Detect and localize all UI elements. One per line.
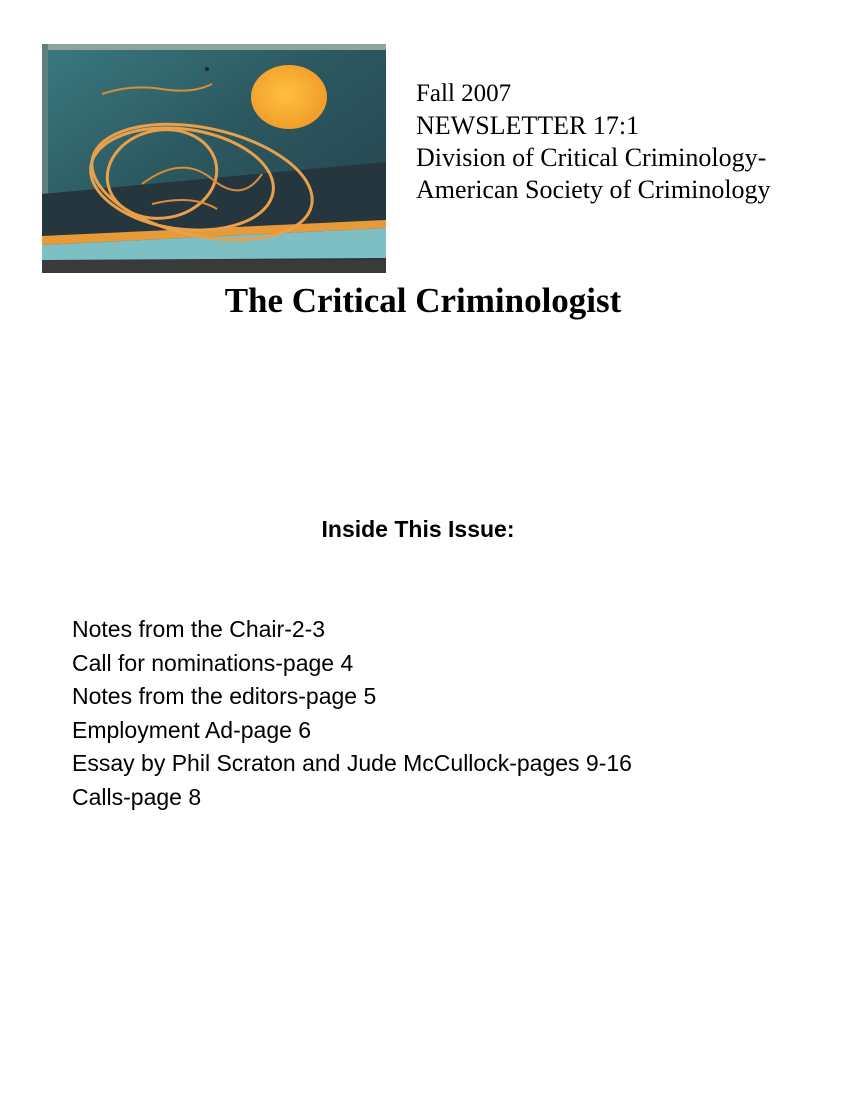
sun-shape — [251, 65, 327, 129]
table-of-contents — [72, 613, 632, 814]
inside-issue-heading: Inside This Issue: — [321, 516, 515, 542]
toc-item: Calls-page 8 — [72, 783, 202, 810]
newsletter-number: NEWSLETTER 17:1 — [416, 111, 640, 140]
toc-item: Notes from the Chair-2-3 — [72, 616, 326, 642]
society-name: American Society of Criminology — [416, 175, 771, 204]
newsletter-title: The Critical Criminologist — [224, 281, 622, 320]
toc-item: Employment Ad-page 6 — [72, 716, 312, 743]
issue-season: Fall 2007 — [416, 80, 512, 107]
cover-artwork — [42, 44, 386, 273]
division-name: Division of Critical Criminology- — [416, 143, 767, 172]
toc-item: Essay by Phil Scraton and Jude McCullock-pages 9-16 — [72, 750, 632, 776]
toc-item: Call for nominations-page 4 — [72, 649, 354, 676]
issue-info — [416, 78, 771, 206]
toc-item: Notes from the editors-page 5 — [72, 683, 377, 709]
